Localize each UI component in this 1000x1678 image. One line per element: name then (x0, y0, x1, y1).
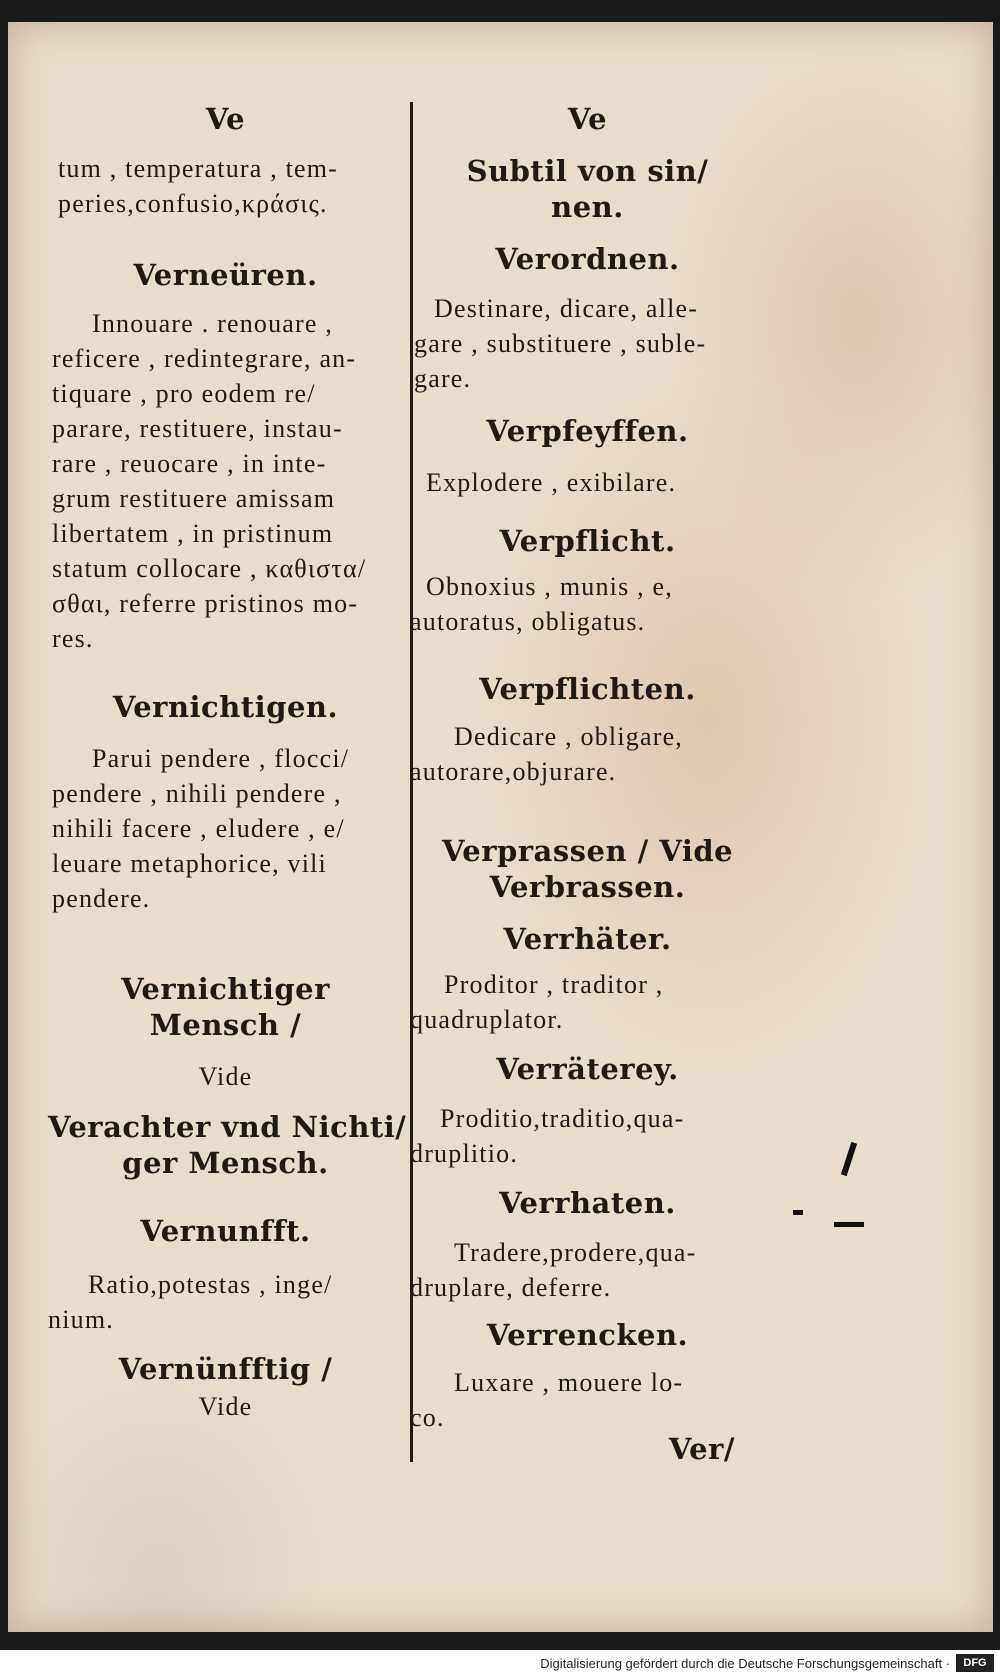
headword: Vernünfftig / (118, 1352, 333, 1386)
ink-mark (841, 1142, 857, 1176)
text-line: Luxare , mouere lo- (454, 1368, 684, 1397)
text-line: Explodere , exibilare. (426, 468, 677, 497)
text-line: σθαι, referre pristinos mo- (52, 589, 359, 618)
text-line: Obnoxius , munis , e, (426, 572, 673, 601)
catchword: Ver/ (668, 1432, 735, 1466)
text-line: nium. (48, 1305, 114, 1334)
headword: Verpfeyffen. (486, 414, 689, 448)
ink-mark (834, 1222, 864, 1227)
text-line: Tradere,prodere,qua- (454, 1238, 697, 1267)
xref-target: ger Mensch. (122, 1146, 329, 1180)
text-line: druplitio. (410, 1139, 519, 1168)
text-line: peries,confusio,κράσις. (58, 189, 328, 218)
text-line: reficere , redintegrare, an- (52, 344, 357, 373)
headword: Verordnen. (495, 242, 680, 276)
text-line: Destinare, dicare, alle- (434, 294, 699, 323)
xref-vide: Vide (198, 1062, 253, 1091)
headword: Verrencken. (486, 1318, 689, 1352)
book-page (8, 22, 993, 1632)
running-head-right: Ve (567, 102, 608, 136)
text-line: autoratus, obligatus. (410, 607, 646, 636)
text-line: druplare, deferre. (410, 1273, 612, 1302)
text-line: Ratio,potestas , inge/ (88, 1270, 333, 1299)
text-line: autorare,objurare. (410, 757, 617, 786)
text-line: rare , reuocare , in inte- (52, 449, 327, 478)
running-head-left: Ve (205, 102, 246, 136)
text-line: Parui pendere , flocci/ (92, 744, 350, 773)
headword: Verrhaten. (499, 1186, 676, 1220)
dfg-logo: DFG (956, 1654, 994, 1672)
text-line: Innouare . renouare , (92, 309, 334, 338)
headword: Verprassen / Vide (441, 834, 734, 868)
headword: Verpflicht. (499, 524, 676, 558)
text-line: tum , temperatura , tem- (58, 154, 339, 183)
text-line: statum collocare , καθιστα/ (52, 554, 367, 583)
text-line: libertatem , in pristinum (52, 519, 334, 548)
headword: Verrhäter. (503, 922, 672, 956)
xref-target: Verachter vnd Nichti/ (48, 1110, 407, 1144)
headword: Verneüren. (133, 258, 318, 292)
headword: Vernichtigen. (112, 690, 339, 724)
headword: Verräterey. (496, 1052, 679, 1086)
headword: Subtil von sin/ (466, 154, 709, 188)
text-line: res. (52, 624, 94, 653)
text-line: pendere. (52, 884, 151, 913)
text-line: parare, restituere, instau- (52, 414, 343, 443)
headword: Verbrassen. (489, 870, 686, 904)
ink-mark (793, 1210, 803, 1215)
headword: nen. (551, 190, 624, 224)
text-line: leuare metaphorice, vili (52, 849, 327, 878)
text-line: tiquare , pro eodem re/ (52, 379, 316, 408)
digitization-credit: Digitalisierung gefördert durch die Deutsche Forschungsgemeinschaft · (0, 1650, 1000, 1678)
text-line: nihili facere , eludere , e/ (52, 814, 345, 843)
headword: Mensch / (149, 1008, 302, 1042)
headword: Vernichtiger (121, 972, 330, 1006)
text-line: quadruplator. (410, 1005, 564, 1034)
text-line: Proditor , traditor , (444, 970, 664, 999)
text-line: gare. (414, 364, 472, 393)
text-line: Dedicare , obligare, (454, 722, 684, 751)
headword: Verpflichten. (479, 672, 696, 706)
text-line: Proditio,traditio,qua- (440, 1104, 685, 1133)
text-line: co. (410, 1403, 445, 1432)
xref-vide: Vide (198, 1392, 253, 1421)
text-line: gare , substituere , suble- (414, 329, 707, 358)
text-line: grum restituere amissam (52, 484, 336, 513)
headword: Vernunfft. (140, 1214, 311, 1248)
text-line: pendere , nihili pendere , (52, 779, 342, 808)
